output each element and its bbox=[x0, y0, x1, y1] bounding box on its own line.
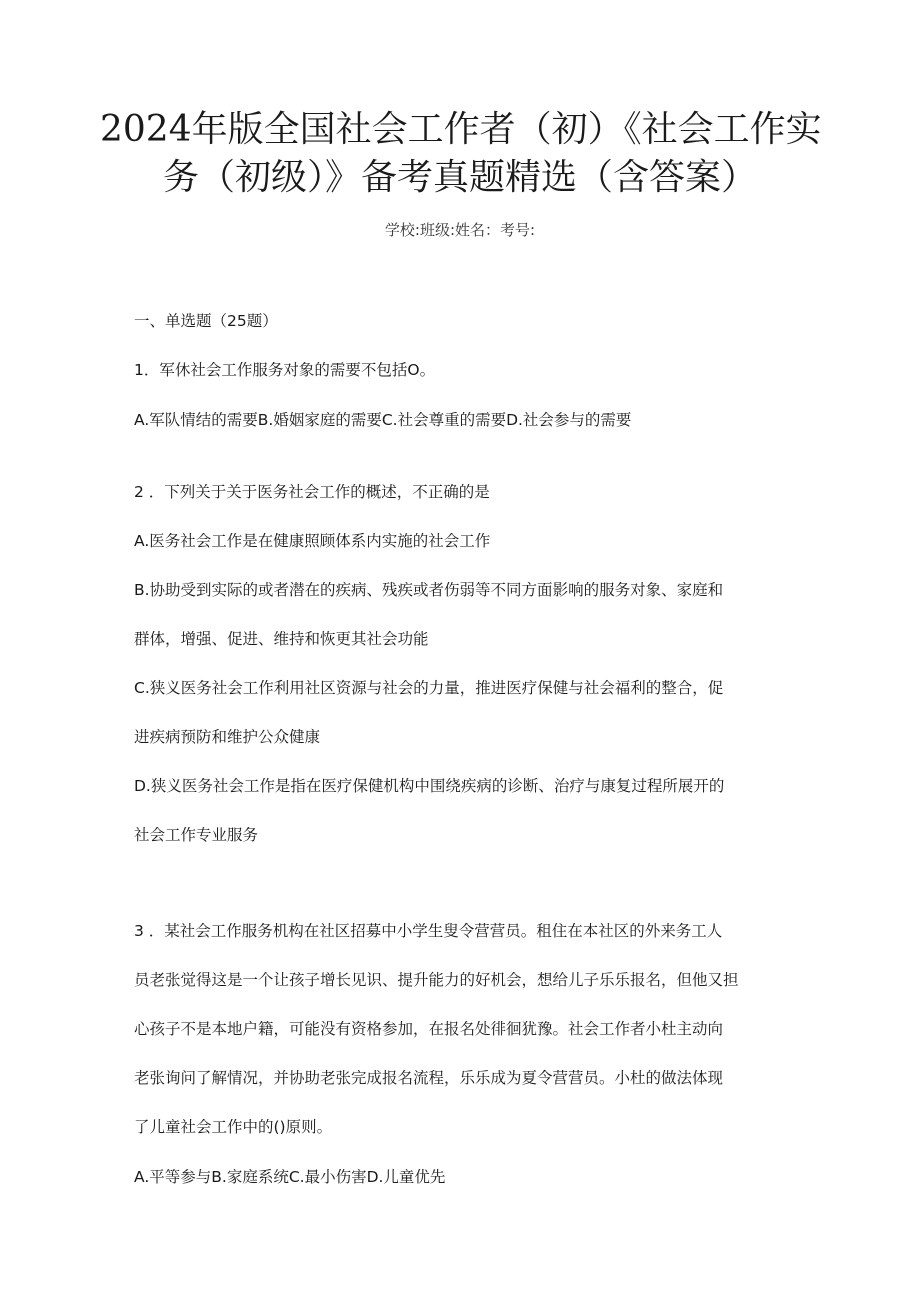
question-2-option-a: A.医务社会工作是在健康照顾体系内实施的社会工作 bbox=[134, 532, 491, 550]
question-2-option-c-line-1: C.狭义医务社会工作利用社区资源与社会的力量，推进医疗保健与社会福利的整合，促 bbox=[134, 679, 724, 697]
question-2-option-d-line-2: 社会工作专业服务 bbox=[134, 826, 259, 844]
section-heading: 一、单选题（25题） bbox=[134, 312, 278, 330]
question-2-stem: 2 ．下列关于关于医务社会工作的概述，不正确的是 bbox=[134, 483, 490, 501]
question-2-option-c-line-2: 进疾病预防和维护公众健康 bbox=[134, 728, 321, 746]
question-2-option-d-line-1: D.狭义医务社会工作是指在医疗保健机构中围绕疾病的诊断、治疗与康复过程所展开的 bbox=[134, 777, 725, 795]
question-3-stem-line-3: 心孩子不是本地户籍，可能没有资格参加，在报名处徘徊犹豫。社会工作者小杜主动向 bbox=[134, 1020, 724, 1038]
question-3-stem-line-2: 员老张觉得这是一个让孩子增长见识、提升能力的好机会，想给儿子乐乐报名，但他又担 bbox=[134, 971, 739, 989]
document-title-line-2: 务（初级）》备考真题精选（含答案） bbox=[162, 157, 757, 198]
question-2-option-b-line-2: 群体，增强、促进、维持和恢更其社会功能 bbox=[134, 630, 429, 648]
student-info-line: 学校:班级:姓名：考号: bbox=[384, 221, 536, 239]
question-3-stem-line-5: 了儿童社会工作中的()原则。 bbox=[134, 1118, 333, 1136]
question-2-option-b-line-1: B.协助受到实际的或者潜在的疾病、残疾或者伤弱等不同方面影响的服务对象、家庭和 bbox=[134, 581, 724, 599]
question-3-stem-line-4: 老张询问了解情况，并协助老张完成报名流程，乐乐成为夏令营营员。小杜的做法体现 bbox=[134, 1069, 724, 1087]
question-3-options: A.平等参与B.家庭系统C.最小伤害D.儿童优先 bbox=[134, 1168, 446, 1186]
question-1-stem: 1．军休社会工作服务对象的需要不包括O。 bbox=[134, 361, 436, 379]
question-3-stem-line-1: 3 ．某社会工作服务机构在社区招募中小学生叟令营营员。租住在本社区的外来务工人 bbox=[134, 922, 723, 940]
document-title-line-1: 2024年版全国社会工作者（初）《社会工作实 bbox=[100, 109, 822, 150]
question-1-options: A.军队情结的需要B.婚姻家庭的需要C.社会尊重的需要D.社会参与的需要 bbox=[134, 411, 632, 429]
